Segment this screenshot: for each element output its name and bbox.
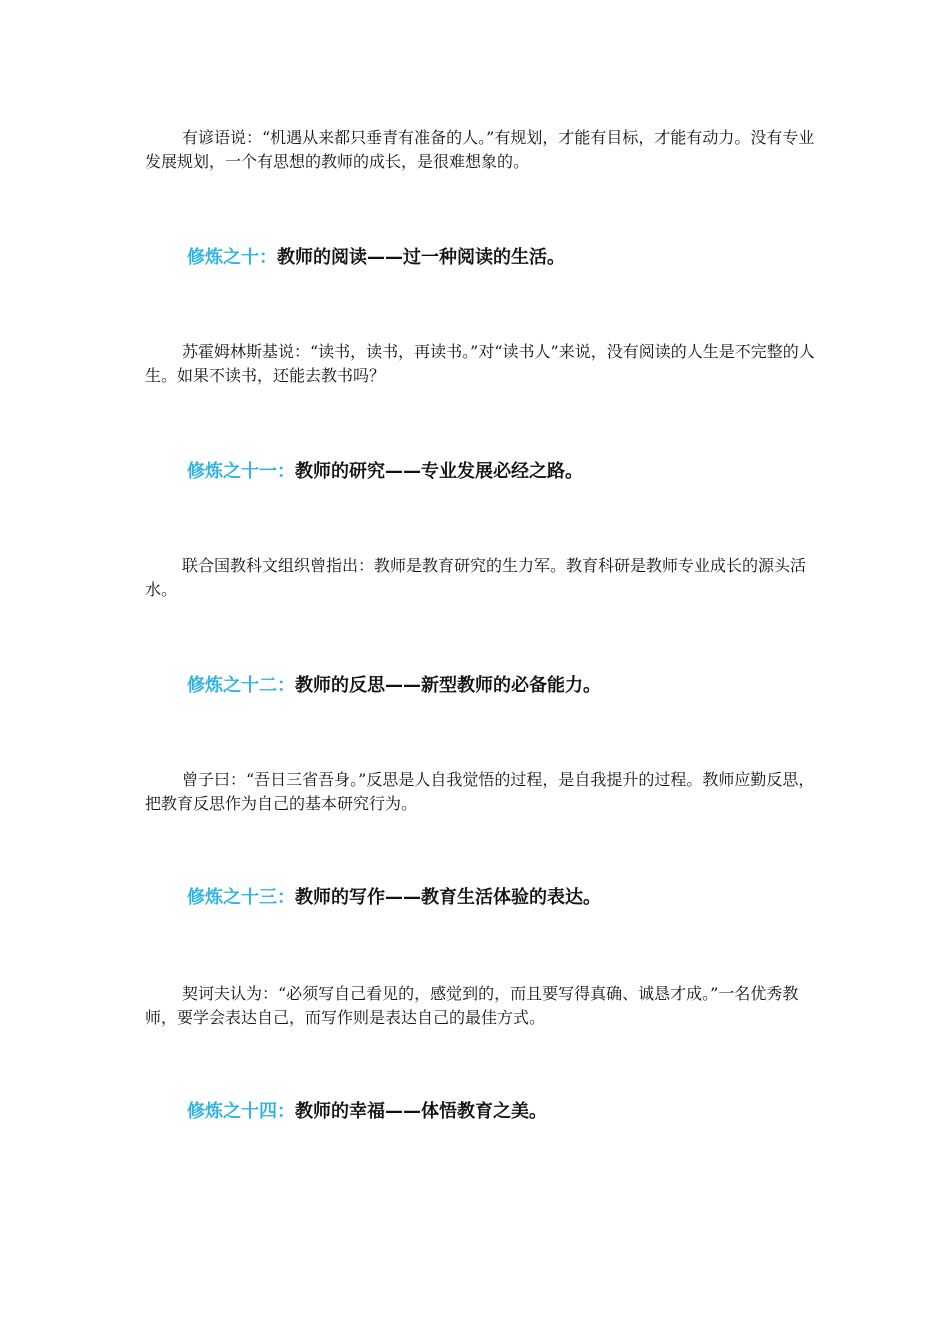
section-label: 修炼之十三：	[187, 887, 295, 908]
section-title: 教师的阅读——过一种阅读的生活。	[277, 247, 565, 268]
section-title: 教师的幸福——体悟教育之美。	[295, 1101, 547, 1122]
section-label: 修炼之十一：	[187, 461, 295, 482]
section-title: 教师的写作——教育生活体验的表达。	[295, 887, 601, 908]
section-paragraph-10: 苏霍姆林斯基说：“读书，读书，再读书。”对“读书人”来说，没有阅读的人生是不完整的人生。如果不读书，还能去教书吗？	[145, 342, 815, 385]
intro-paragraph: 有谚语说：“机遇从来都只垂青有准备的人。”有规划，才能有目标，才能有动力。没有专业发展规划，一个有思想的教师的成长，是很难想象的。	[145, 128, 815, 171]
section-paragraph-12: 曾子曰：“吾日三省吾身。”反思是人自我觉悟的过程，是自我提升的过程。教师应勤反思，把教育反思作为自己的基本研究行为。	[145, 770, 815, 813]
section-heading-12	[187, 674, 601, 698]
section-label: 修炼之十：	[187, 247, 277, 268]
section-title: 教师的研究——专业发展必经之路。	[295, 461, 583, 482]
section-heading-13	[187, 886, 601, 910]
section-label: 修炼之十二：	[187, 675, 295, 696]
section-title: 教师的反思——新型教师的必备能力。	[295, 675, 601, 696]
section-heading-14	[187, 1100, 547, 1124]
section-paragraph-11: 联合国教科文组织曾指出：教师是教育研究的生力军。教育科研是教师专业成长的源头活水。	[145, 556, 807, 599]
section-heading-10	[187, 246, 565, 270]
section-label: 修炼之十四：	[187, 1101, 295, 1122]
section-paragraph-13: 契诃夫认为：“必须写自己看见的，感觉到的，而且要写得真确、诚恳才成。”一名优秀教师，要学会表达自己，而写作则是表达自己的最佳方式。	[145, 984, 799, 1027]
section-heading-11	[187, 460, 583, 484]
